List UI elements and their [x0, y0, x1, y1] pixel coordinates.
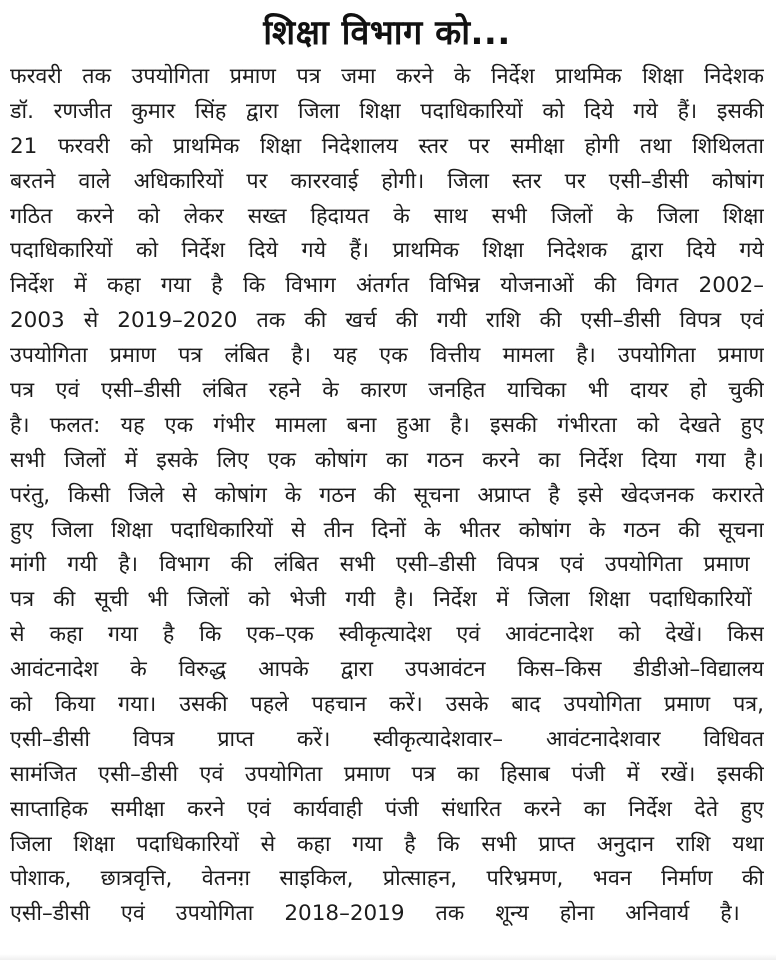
article-line: है। फलत: यह एक गंभीर मामला बना हुआ है। इसकी गंभीरता को देखते हुए — [10, 412, 764, 438]
article-line: सामंजित एसी–डीसी एवं उपयोगिता प्रमाण पत्र का हिसाब पंजी में रखें। इसकी — [10, 761, 764, 787]
article-line: साप्ताहिक समीक्षा करने एवं कार्यवाही पंजी संधारित करने का निर्देश देते हुए — [10, 796, 764, 822]
article-line: परंतु, किसी जिले से कोषांग के गठन की सूचना अप्राप्त है इसे खेदजनक करारते — [10, 482, 764, 508]
article-headline: शिक्षा विभाग को... — [263, 13, 511, 53]
article-line: को किया गया। उसकी पहले पहचान करें। उसके बाद उपयोगिता प्रमाण पत्र, — [10, 692, 764, 718]
article-line: उपयोगिता प्रमाण पत्र लंबित है। यह एक वित्तीय मामला है। उपयोगिता प्रमाण — [10, 343, 764, 369]
article-body — [10, 60, 764, 932]
article-line: सभी जिलों में इसके लिए एक कोषांग का गठन करने का निर्देश दिया गया है। — [10, 447, 764, 473]
article-line: फरवरी तक उपयोगिता प्रमाण पत्र जमा करने के निर्देश प्राथमिक शिक्षा निदेशक — [10, 64, 764, 89]
article-line: 21 फरवरी को प्राथमिक शिक्षा निदेशालय स्तर पर समीक्षा होगी तथा शिथिलता — [10, 133, 764, 159]
article-line: निर्देश में कहा गया है कि विभाग अंतर्गत विभिन्न योजनाओं की विगत 2002– — [10, 273, 764, 299]
article-line: पत्र एवं एसी–डीसी लंबित रहने के कारण जनहित याचिका भी दायर हो चुकी — [10, 378, 764, 404]
article-line: डॉ. रणजीत कुमार सिंह द्वारा जिला शिक्षा पदाधिकारियों को दिये गये हैं। इसकी — [10, 98, 764, 124]
article-line: गठित करने को लेकर सख्त हिदायत के साथ सभी जिलों के जिला शिक्षा — [10, 203, 764, 229]
article-line: एसी–डीसी एवं उपयोगिता 2018–2019 तक शून्य होना अनिवार्य है। — [10, 901, 740, 927]
article-line: पत्र की सूची भी जिलों को भेजी गयी है। निर्देश में जिला शिक्षा पदाधिकारियों — [10, 587, 752, 613]
clipping-bottom-edge — [0, 954, 776, 960]
article-line: बरतने वाले अधिकारियों पर काररवाई होगी। जिला स्तर पर एसी–डीसी कोषांग — [10, 168, 764, 194]
article-line: मांगी गयी है। विभाग की लंबित सभी एसी–डीसी विपत्र एवं उपयोगिता प्रमाण — [10, 552, 750, 578]
article-line: जिला शिक्षा पदाधिकारियों से कहा गया है कि सभी प्राप्त अनुदान राशि यथा — [10, 831, 764, 857]
article-line: हुए जिला शिक्षा पदाधिकारियों से तीन दिनों के भीतर कोषांग के गठन की सूचना — [10, 517, 764, 543]
article-line: 2003 से 2019–2020 तक की खर्च की गयी राशि की एसी–डीसी विपत्र एवं — [10, 308, 764, 334]
article-line: आवंटनादेश के विरुद्ध आपके द्वारा उपआवंटन किस–किस डीडीओ–विद्यालय — [10, 657, 764, 683]
article-line: पदाधिकारियों को निर्देश दिये गये हैं। प्राथमिक शिक्षा निदेशक द्वारा दिये गये — [10, 238, 764, 264]
article-line: से कहा गया है कि एक–एक स्वीकृत्यादेश एवं आवंटनादेश को देखें। किस — [10, 622, 764, 648]
article-line: एसी–डीसी विपत्र प्राप्त करें। स्वीकृत्यादेशवार– आवंटनादेशवार विधिवत — [10, 726, 764, 752]
article-line: पोशाक, छात्रवृत्ति, वेतनग़ साइकिल, प्रोत्साहन, परिभ्रमण, भवन निर्माण की — [10, 866, 764, 892]
